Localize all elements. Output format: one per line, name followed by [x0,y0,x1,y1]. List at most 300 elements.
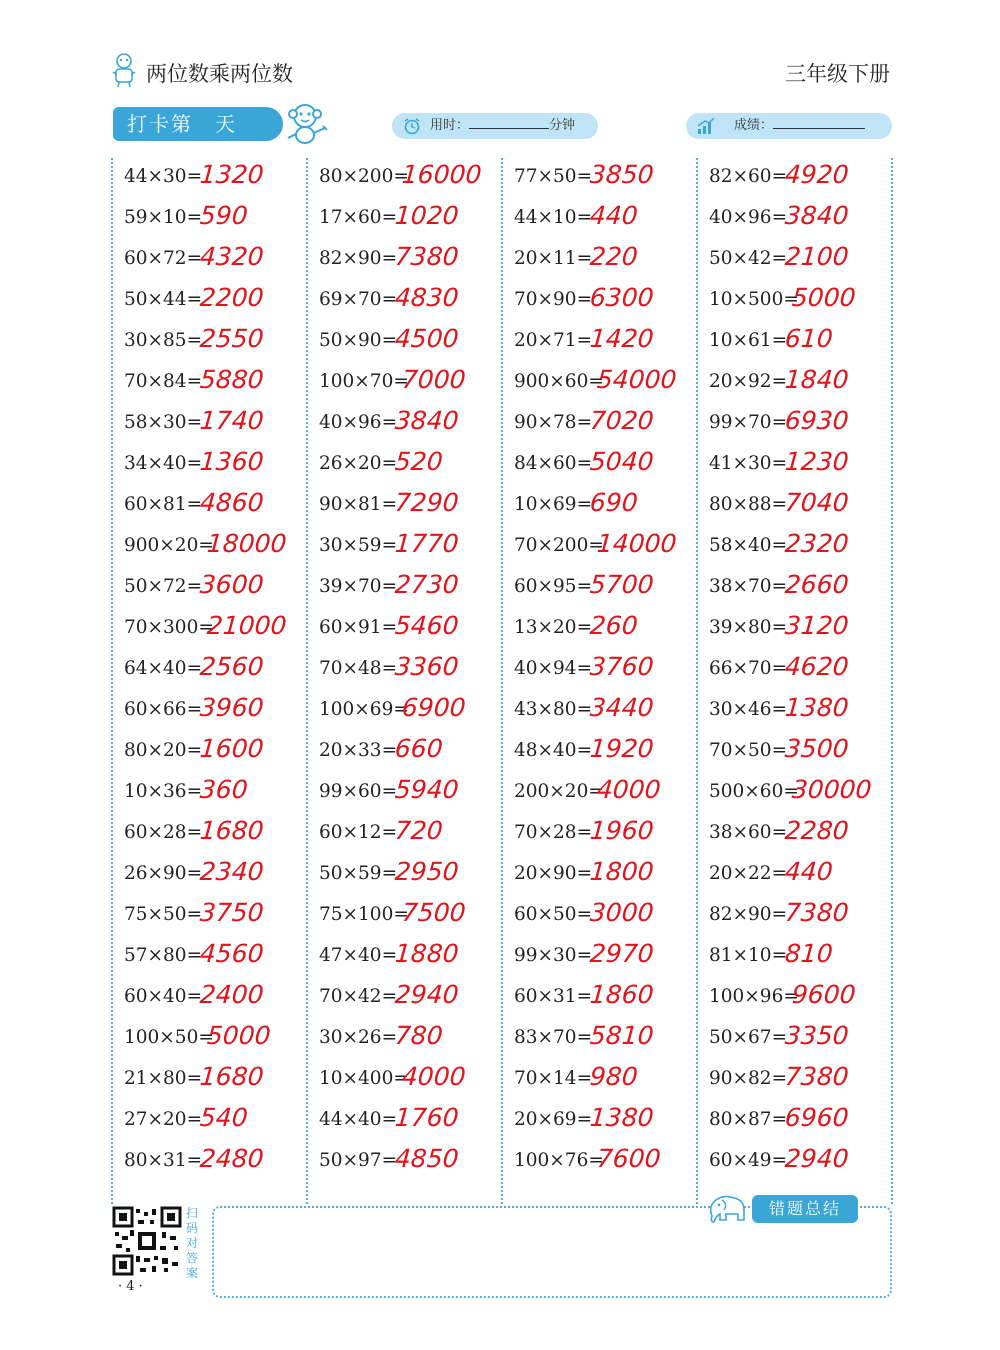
exercise-row [307,199,497,240]
exercise-row [112,527,302,568]
handwritten-answer[interactable]: 1380 [783,693,850,722]
equation: 58×30= [124,412,203,433]
handwritten-answer[interactable]: 690 [588,488,639,517]
time-used-label: 用时： [430,118,470,133]
exercise-row [307,691,497,732]
exercise-row [697,1019,887,1060]
exercise-row [502,773,692,814]
handwritten-answer[interactable]: 1230 [783,447,850,476]
equation: 38×60= [709,822,788,843]
exercise-row [502,691,692,732]
equation: 70×200= [514,535,604,556]
equation: 60×31= [514,986,593,1007]
equation: 48×40= [514,740,593,761]
handwritten-answer[interactable]: 1360 [198,447,265,476]
equation: 70×84= [124,371,203,392]
checkin-day-banner: 打卡第 天 [113,107,283,141]
handwritten-answer[interactable]: 3960 [198,693,265,722]
exercise-row [307,240,497,281]
grade-label: 三年级下册 [785,62,890,86]
equation: 10×61= [709,330,788,351]
exercise-row [697,158,887,199]
handwritten-answer[interactable]: 5810 [588,1021,655,1050]
handwritten-answer[interactable]: 4860 [198,488,265,517]
exercise-row [502,445,692,486]
exercise-row [112,937,302,978]
exercise-row [112,773,302,814]
exercise-row [697,732,887,773]
equation: 20×92= [709,371,788,392]
equation: 47×40= [319,945,398,966]
handwritten-answer[interactable]: 2970 [588,939,655,968]
handwritten-answer[interactable]: 4500 [393,324,460,353]
exercise-row [502,814,692,855]
handwritten-answer[interactable]: 720 [393,816,444,845]
time-used-field[interactable] [392,113,598,139]
exercise-row [697,445,887,486]
exercise-row [307,896,497,937]
equation: 50×97= [319,1150,398,1171]
handwritten-answer[interactable]: 520 [393,447,444,476]
exercise-row [697,937,887,978]
exercise-row [307,773,497,814]
handwritten-answer[interactable]: 610 [783,324,834,353]
error-summary-tag: 错题总结 [752,1195,858,1223]
page-title: 两位数乘两位数 [146,62,293,86]
handwritten-answer[interactable]: 1680 [198,816,265,845]
handwritten-answer[interactable]: 1320 [198,160,265,189]
handwritten-answer[interactable]: 220 [588,242,639,271]
equation: 44×10= [514,207,593,228]
handwritten-answer[interactable]: 1760 [393,1103,460,1132]
equation: 900×20= [124,535,214,556]
equation: 43×80= [514,699,593,720]
handwritten-answer[interactable]: 3840 [393,406,460,435]
exercise-row [307,445,497,486]
equation: 70×28= [514,822,593,843]
handwritten-answer[interactable]: 440 [588,201,639,230]
equation: 20×33= [319,740,398,761]
exercise-row [307,322,497,363]
exercise-row [697,814,887,855]
exercise-row [502,1060,692,1101]
handwritten-answer[interactable]: 2950 [393,857,460,886]
handwritten-answer[interactable]: 1380 [588,1103,655,1132]
exercise-row [307,568,497,609]
equation: 69×70= [319,289,398,310]
exercise-row [307,650,497,691]
handwritten-answer[interactable]: 5940 [393,775,460,804]
exercise-row [697,650,887,691]
exercise-column-1 [112,158,302,1183]
page-number: · 4 · [118,1279,143,1294]
handwritten-answer[interactable]: 7000 [400,365,467,394]
exercise-row [697,322,887,363]
equation: 83×70= [514,1027,593,1048]
equation: 81×10= [709,945,788,966]
exercise-column-4 [697,158,887,1183]
exercise-row [502,322,692,363]
handwritten-answer[interactable]: 3360 [393,652,460,681]
equation: 10×400= [319,1068,409,1089]
handwritten-answer[interactable]: 2940 [783,1144,850,1173]
exercise-column-3 [502,158,692,1183]
exercise-row [502,937,692,978]
exercise-row [697,978,887,1019]
exercise-row [697,855,887,896]
exercise-column-2 [307,158,497,1183]
exercise-row [112,855,302,896]
handwritten-answer[interactable]: 7500 [400,898,467,927]
exercise-row [502,650,692,691]
elephant-icon [706,1192,750,1226]
handwritten-answer[interactable]: 660 [393,734,444,763]
exercise-row [112,650,302,691]
equation: 26×90= [124,863,203,884]
handwritten-answer[interactable]: 54000 [595,365,678,394]
equation: 64×40= [124,658,203,679]
handwritten-answer[interactable]: 3840 [783,201,850,230]
equation: 90×82= [709,1068,788,1089]
handwritten-answer[interactable]: 3000 [588,898,655,927]
handwritten-answer[interactable]: 21000 [205,611,288,640]
handwritten-answer[interactable]: 1420 [588,324,655,353]
exercise-row [307,404,497,445]
handwritten-answer[interactable]: 2560 [198,652,265,681]
handwritten-answer[interactable]: 1740 [198,406,265,435]
handwritten-answer[interactable]: 810 [783,939,834,968]
exercise-row [502,978,692,1019]
equation: 80×200= [319,166,409,187]
handwritten-answer[interactable]: 2320 [783,529,850,558]
handwritten-answer[interactable]: 6960 [783,1103,850,1132]
handwritten-answer[interactable]: 7040 [783,488,850,517]
equation: 60×72= [124,248,203,269]
equation: 38×70= [709,576,788,597]
equation: 70×14= [514,1068,593,1089]
handwritten-answer[interactable]: 780 [393,1021,444,1050]
equation: 90×78= [514,412,593,433]
scan-answer-label: 扫码对答案 [186,1206,199,1280]
equation: 50×44= [124,289,203,310]
exercise-row [502,855,692,896]
exercise-row [502,1101,692,1142]
handwritten-answer[interactable]: 3760 [588,652,655,681]
exercise-row [112,814,302,855]
exercise-row [112,896,302,937]
exercise-row [112,568,302,609]
handwritten-answer[interactable]: 6900 [400,693,467,722]
equation: 99×70= [709,412,788,433]
handwritten-answer[interactable]: 360 [198,775,249,804]
exercise-row [697,1142,887,1183]
equation: 60×40= [124,986,203,1007]
time-used-blank[interactable] [469,113,549,129]
equation: 90×81= [319,494,398,515]
handwritten-answer[interactable]: 2280 [783,816,850,845]
handwritten-answer[interactable]: 440 [783,857,834,886]
handwritten-answer[interactable]: 16000 [400,160,483,189]
score-label: 成绩： [734,118,774,133]
handwritten-answer[interactable]: 3500 [783,734,850,763]
equation: 59×10= [124,207,203,228]
exercise-row [112,978,302,1019]
handwritten-answer[interactable]: 540 [198,1103,249,1132]
equation: 40×94= [514,658,593,679]
handwritten-answer[interactable]: 1800 [588,857,655,886]
equation: 30×59= [319,535,398,556]
handwritten-answer[interactable]: 2100 [783,242,850,271]
equation: 50×90= [319,330,398,351]
handwritten-answer[interactable]: 4620 [783,652,850,681]
handwritten-answer[interactable]: 1770 [393,529,460,558]
equation: 100×69= [319,699,409,720]
exercise-row [112,322,302,363]
handwritten-answer[interactable]: 980 [588,1062,639,1091]
equation: 82×60= [709,166,788,187]
equation: 84×60= [514,453,593,474]
column-divider [891,158,893,1204]
equation: 99×60= [319,781,398,802]
equation: 21×80= [124,1068,203,1089]
handwritten-answer[interactable]: 2480 [198,1144,265,1173]
handwritten-answer[interactable]: 3850 [588,160,655,189]
handwritten-answer[interactable]: 3440 [588,693,655,722]
equation: 40×96= [319,412,398,433]
equation: 26×20= [319,453,398,474]
exercise-row [307,814,497,855]
equation: 50×42= [709,248,788,269]
exercise-row [502,609,692,650]
exercise-row [112,240,302,281]
handwritten-answer[interactable]: 30000 [790,775,873,804]
equation: 57×80= [124,945,203,966]
exercise-row [502,404,692,445]
equation: 60×91= [319,617,398,638]
equation: 17×60= [319,207,398,228]
equation: 60×50= [514,904,593,925]
handwritten-answer[interactable]: 5880 [198,365,265,394]
exercise-row [502,158,692,199]
equation: 70×42= [319,986,398,1007]
equation: 66×70= [709,658,788,679]
exercise-row [697,281,887,322]
exercise-row [697,691,887,732]
equation: 41×30= [709,453,788,474]
equation: 60×12= [319,822,398,843]
score-field[interactable] [686,113,892,139]
equation: 82×90= [709,904,788,925]
handwritten-answer[interactable]: 1020 [393,201,460,230]
exercise-row [697,1060,887,1101]
exercise-row [697,527,887,568]
equation: 75×50= [124,904,203,925]
exercise-row [502,1142,692,1183]
equation: 20×90= [514,863,593,884]
handwritten-answer[interactable]: 1600 [198,734,265,763]
exercise-row [307,486,497,527]
exercise-row [307,1142,497,1183]
handwritten-answer[interactable]: 2200 [198,283,265,312]
equation: 900×60= [514,371,604,392]
handwritten-answer[interactable]: 3350 [783,1021,850,1050]
exercise-row [502,281,692,322]
handwritten-answer[interactable]: 2550 [198,324,265,353]
equation: 44×40= [319,1109,398,1130]
handwritten-answer[interactable]: 1920 [588,734,655,763]
equation: 50×67= [709,1027,788,1048]
exercise-row [112,1142,302,1183]
handwritten-answer[interactable]: 260 [588,611,639,640]
exercise-row [697,568,887,609]
handwritten-answer[interactable]: 2340 [198,857,265,886]
exercise-row [112,609,302,650]
equation: 100×76= [514,1150,604,1171]
exercise-row [502,199,692,240]
equation: 60×81= [124,494,203,515]
exercise-row [112,158,302,199]
equation: 60×66= [124,699,203,720]
handwritten-answer[interactable]: 9600 [790,980,857,1009]
handwritten-answer[interactable]: 5460 [393,611,460,640]
equation: 40×96= [709,207,788,228]
equation: 70×48= [319,658,398,679]
equation: 20×71= [514,330,593,351]
equation: 30×46= [709,699,788,720]
equation: 200×20= [514,781,604,802]
exercise-row [697,240,887,281]
handwritten-answer[interactable]: 4320 [198,242,265,271]
equation: 20×11= [514,248,593,269]
exercise-row [307,937,497,978]
equation: 80×87= [709,1109,788,1130]
handwritten-answer[interactable]: 7020 [588,406,655,435]
handwritten-answer[interactable]: 4920 [783,160,850,189]
equation: 50×59= [319,863,398,884]
bar-chart-icon [696,117,716,135]
equation: 39×70= [319,576,398,597]
equation: 100×70= [319,371,409,392]
exercise-row [697,773,887,814]
exercise-row [502,568,692,609]
exercise-row [112,1019,302,1060]
exercise-row [112,691,302,732]
exercise-row [502,527,692,568]
handwritten-answer[interactable]: 2400 [198,980,265,1009]
exercise-row [697,363,887,404]
handwritten-answer[interactable]: 590 [198,201,249,230]
exercise-row [697,609,887,650]
equation: 10×69= [514,494,593,515]
exercise-row [502,240,692,281]
exercise-row [307,732,497,773]
equation: 70×300= [124,617,214,638]
equation: 80×31= [124,1150,203,1171]
equation: 70×90= [514,289,593,310]
exercise-row [502,363,692,404]
qr-code-icon[interactable] [112,1206,182,1276]
equation: 58×40= [709,535,788,556]
handwritten-answer[interactable]: 14000 [595,529,678,558]
page-header [110,50,900,94]
handwritten-answer[interactable]: 1840 [783,365,850,394]
equation: 100×96= [709,986,799,1007]
exercise-row [697,486,887,527]
handwritten-answer[interactable]: 1880 [393,939,460,968]
handwritten-answer[interactable]: 5700 [588,570,655,599]
handwritten-answer[interactable]: 2730 [393,570,460,599]
handwritten-answer[interactable]: 4000 [595,775,662,804]
handwritten-answer[interactable]: 1680 [198,1062,265,1091]
equation: 100×50= [124,1027,214,1048]
handwritten-answer[interactable]: 18000 [205,529,288,558]
handwritten-answer[interactable]: 2660 [783,570,850,599]
equation: 77×50= [514,166,593,187]
handwritten-answer[interactable]: 4850 [393,1144,460,1173]
handwritten-answer[interactable]: 3750 [198,898,265,927]
score-blank[interactable] [773,113,865,129]
exercise-row [307,609,497,650]
exercise-row [307,1101,497,1142]
exercise-row [112,445,302,486]
equation: 34×40= [124,453,203,474]
monkey-mascot-icon [283,100,331,146]
equation: 82×90= [319,248,398,269]
handwritten-answer[interactable]: 4000 [400,1062,467,1091]
exercise-row [697,896,887,937]
handwritten-answer[interactable]: 4560 [198,939,265,968]
handwritten-answer[interactable]: 1860 [588,980,655,1009]
handwritten-answer[interactable]: 5000 [205,1021,272,1050]
exercise-row [307,1019,497,1060]
exercise-row [112,1060,302,1101]
mascot-logo-icon [110,52,138,88]
equation: 80×88= [709,494,788,515]
handwritten-answer[interactable]: 2940 [393,980,460,1009]
handwritten-answer[interactable]: 5000 [790,283,857,312]
alarm-clock-icon [402,117,422,135]
equation: 50×72= [124,576,203,597]
equation: 500×60= [709,781,799,802]
equation: 30×26= [319,1027,398,1048]
exercise-row [112,404,302,445]
handwritten-answer[interactable]: 6930 [783,406,850,435]
equation: 75×100= [319,904,409,925]
handwritten-answer[interactable]: 7380 [783,1062,850,1091]
exercise-row [502,896,692,937]
equation: 60×49= [709,1150,788,1171]
exercise-row [112,732,302,773]
exercise-row [697,404,887,445]
handwritten-answer[interactable]: 1960 [588,816,655,845]
exercise-row [502,486,692,527]
equation: 60×28= [124,822,203,843]
handwritten-answer[interactable]: 7380 [783,898,850,927]
handwritten-answer[interactable]: 3120 [783,611,850,640]
exercise-row [307,1060,497,1101]
handwritten-answer[interactable]: 7290 [393,488,460,517]
exercise-row [502,732,692,773]
handwritten-answer[interactable]: 3600 [198,570,265,599]
handwritten-answer[interactable]: 4830 [393,283,460,312]
equation: 80×20= [124,740,203,761]
exercise-row [112,281,302,322]
handwritten-answer[interactable]: 7380 [393,242,460,271]
handwritten-answer[interactable]: 5040 [588,447,655,476]
exercise-row [112,363,302,404]
handwritten-answer[interactable]: 6300 [588,283,655,312]
handwritten-answer[interactable]: 7600 [595,1144,662,1173]
